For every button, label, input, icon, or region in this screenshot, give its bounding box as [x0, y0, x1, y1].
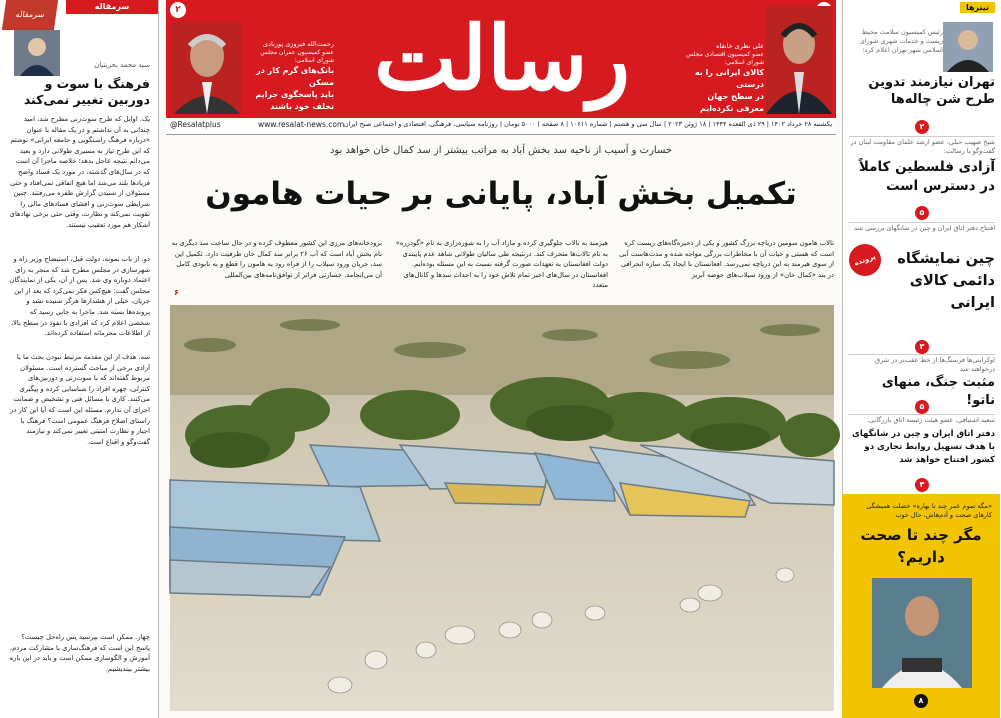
left-box-headline-2: باید پاسخگوی جرایم: [255, 90, 334, 99]
headlines-section-badge: تیترها: [960, 2, 995, 13]
editorial-writer-photo: [14, 30, 60, 76]
person-icon: [766, 6, 832, 114]
main-story-col-1: برودخانه‌های مرزی این کشور معطوف کرده و در حال ساخت سد دیگری به نام بخش آباد است که آب ۲۶ برابر سد کمال خان ظرفیت دارد. تکمیل این سد، جریان ورود سیلاب را از فراه رود به هامون را قطع و به نابودی کامل آن می‌انجامد. خسارتی فراتر از توافق‌نامه‌های بین‌المللی: [171, 239, 382, 279]
left-box-role: عضو کمیسیون عمران مجلس شورای اسلامی:: [260, 49, 334, 64]
editorial-para-4: چهار. ممکن است بپرسید پس راه‌حل چیست؟ پاسخ این است که فرهنگ‌سازی با مشارکت مردم، آموزش و الگوسازی ممکن است و باید در این باره بیشتر بیندیشیم.: [9, 633, 150, 673]
headline-4-title[interactable]: مثبت جنگ، منهای ناتو!: [881, 375, 995, 408]
headline-1-lead: رئیس کمیسیون سلامت محیط زیست و خدمات شهری شورای اسلامی شهر تهران اعلام کرد:: [859, 28, 943, 54]
promo-headline[interactable]: مگر چند تا صحت داریم؟: [860, 526, 982, 566]
main-story-col-2: هیرمند به تالاب جلوگیری کرده و مازاد آب را به شوره‌زاری به نام «گودزره» به نام تالاب‌ها منحرف کند. درنتیجه طی سالیان طولانی شاهد عدم پایبندی دولت افغانستان به تعهدات صورت گرفته نسبت به این مسئله بوده‌ایم. افغانستان در سال‌های اخیر تمام تلاش خود را به احداث سدها و کانال‌های متعدد: [395, 239, 608, 290]
headline-2-page[interactable]: ۵: [915, 206, 929, 220]
person-icon: [943, 22, 993, 72]
main-story-col-3: تالاب هامون سومین دریاچه بزرگ کشور و یکی از ذخیره‌گاه‌های زیست کره است که هستی و حیات آن با مخاطرات بزرگی مواجه شده و مدت‌هاست آبی از سوی هیرمند به این دریاچه نمی‌رسد. افغانستان با ایجاد یک سازه انحرافی در بند «کمال خان» از ورود سیلاب‌های حوضه آبریز: [619, 239, 834, 279]
left-box-page-badge: ۲: [170, 2, 186, 18]
right-box-role: عضو کمیسیون اقتصادی مجلس شورای اسلامی:: [686, 51, 764, 66]
masthead-logo: رسالت: [373, 6, 631, 110]
editorial-para-1: یک. اوایل که طرح سوت‌زنی مطرح شد، امید چندانی به آن نداشتم و در یک مقاله با عنوان «درباره فرهنگ راستگویی و جامعه ایرانی» نوشتم که این طرح نیاز به مسیری طولانی دارد و بعید می‌دانم نتیجه عاجل بدهد؛ خلاصه ماجرا آن است که در سال‌های گذشته، در مورد یک فساد واضح فریادها بلند می‌شد اما هیچ اتفاقی نمی‌افتاد و حتی مسئولان از شنیدن گزارش طفره می‌رفتند. چنین شرایطی سوت‌زنی و افشای فسادهای مالی را تقویت نمی‌کند و نظارت، وقتی حتی برخی نهادهای آشکار هم مورد تعقیب نیستند.: [9, 115, 150, 229]
headline-2-title[interactable]: آزادی فلسطین کاملاً در دسترس است: [858, 159, 995, 194]
headline-5-page[interactable]: ۳: [915, 478, 929, 492]
divider: [849, 414, 995, 415]
headline-4-lead: اوکراینی‌ها فرسنگ‌ها از خط عقب‌تر در شرق درخواهند شد: [875, 356, 995, 373]
editorial-column: [0, 0, 159, 718]
headline-2-lead: شیخ صهیب حبلی، عضو ارشد علمای مقاومت لبنان در گفت‌وگو با رسالت:: [850, 138, 995, 155]
promo-page[interactable]: ۸: [914, 694, 928, 708]
headline-3-page[interactable]: ۳: [915, 340, 929, 354]
promo-photo: [872, 578, 972, 688]
divider: [849, 136, 995, 137]
editorial-stamp: سرمقاله: [2, 0, 58, 30]
headline-4-page[interactable]: ۵: [915, 400, 929, 414]
right-box-portrait: [766, 6, 832, 114]
right-box-headline-1: کالای ایرانی را به درستی: [694, 68, 764, 89]
editorial-para-2: دو. از باب نمونه، دولت قبل، استیضاح وزیر راه و شهرسازی در مجلس مطرح شد که منجر به رای اعتماد دوباره وی شد. پس از آن، یکی از نمایندگان مجلس گفت: هیچ‌کس فکر نمی‌کرد که بعد از این جریان، خیلی از هشدارها هرگز شنیده نشد و پرونده‌ها بسته شد. ماجرا به جایی رسید که شخصی اعلام کرد که افرادی با نفوذ در سطح بالا، از اطلاعات محرمانه استفاده کرده‌اند.: [9, 255, 150, 338]
headline-3-badge: پرونده: [844, 239, 885, 280]
headline-5-lead: سعید اشتیاقی، عضو هیئت رئیسه اتاق بازرگانی:: [866, 416, 995, 424]
editorial-writer: سید محمد بحرینیان: [94, 61, 150, 69]
headline-3-title[interactable]: چین نمایشگاه دائمی کالای ایرانی: [897, 251, 995, 311]
right-box-text: [672, 42, 764, 115]
left-box-headline-3: تخلف خود باشند: [270, 102, 334, 111]
masthead-left-box: [166, 0, 336, 118]
main-kicker: خسارت و آسیب از ناحیه سد بخش آباد به مراتب بیشتر از سد کمال خان خواهد بود: [329, 145, 673, 156]
photo-illustration: [170, 305, 834, 711]
social-handle[interactable]: @Resalatplus: [170, 120, 221, 129]
main-photo-hamoun: [170, 305, 834, 711]
headline-1-photo: [943, 22, 993, 72]
date-line: یکشنبه ۲۸ خرداد ۱۴۰۲ | ۲۹ ذی القعده ۱۴۴۴ | ۱۸ ژوئن ۲۰۲۳ | سال سی و هشتم | شماره ۱۰۶۱۱ | ۸ صفحه | ۵۰۰۰ تومان | روزنامه سیاسی، فرهنگی، اقتصادی و اجتماعی صبح ایران: [343, 120, 832, 128]
headline-3-lead: افتتاح دفتر اتاق ایران و چین در شانگهای بررسی شد: [854, 224, 995, 232]
date-strip: [166, 118, 836, 135]
right-box-headline-3: معرفی نکرده‌ایم: [699, 104, 764, 113]
left-box-author: رحمت‌الله فیروزی پوربادی: [263, 40, 334, 48]
person-icon: [872, 578, 972, 688]
person-icon: [14, 30, 60, 76]
editorial-headline: فرهنگ با سوت و دوربین تغییر نمی‌کند: [23, 76, 150, 107]
right-box-headline-2: در سطح جهان: [707, 92, 764, 101]
headline-5-title[interactable]: دفتر اتاق ایران و چین در شانگهای با هدف تسهیل روابط تجاری دو کشور افتتاح خواهد شد: [852, 429, 995, 465]
promo-lead: «مگه تموم عمر چند تا بهاره» خصلت همیشگی کارهای صحت و آدم‌هاش، حال خوب: [866, 502, 992, 519]
website-link[interactable]: www.resalat-news.com: [258, 120, 345, 129]
headline-1-page[interactable]: ۲: [915, 120, 929, 134]
divider: [849, 354, 995, 355]
editorial-para-3: سه. هدف از این مقدمه مرتبط نبودن بحث ما با آزادی برخی از مباحث گسترده است. مسئولان مربوط گفته‌اند که با سوت‌زنی و دوربین‌های کنترلی، چهره افراد را شناسایی کرده و پیگیری می‌کنند. کاری با مسائل فنی و تشخیص و ضمانت اجرای آن ندارم. مسئله این است که آیا این کار در راستای اصلاح فرهنگ عمومی است؟ فرهنگ با اجبار و نظارت امنیتی تغییر نمی‌کند و نیازمند گفت‌وگو و اقناع است.: [10, 353, 150, 446]
left-box-portrait: [172, 22, 242, 114]
left-box-text: [244, 40, 334, 113]
main-story-page-ref[interactable]: ۶: [174, 288, 179, 297]
promo-box: [842, 494, 1000, 718]
person-icon: [172, 22, 242, 114]
masthead: [166, 0, 836, 118]
left-box-headline-1: بانک‌های گرم کار در مسکن: [256, 66, 334, 87]
divider: [849, 222, 995, 223]
headline-1-title[interactable]: تهران نیازمند تدوین طرح شن چاله‌ها: [868, 75, 995, 107]
editorial-badge: سرمقاله: [66, 0, 158, 14]
main-headline: تکمیل بخش آباد، پایانی بر حیات هامون: [205, 176, 797, 212]
masthead-right-box: [666, 0, 836, 118]
right-box-author: علی نظری خانقاه: [716, 42, 764, 50]
